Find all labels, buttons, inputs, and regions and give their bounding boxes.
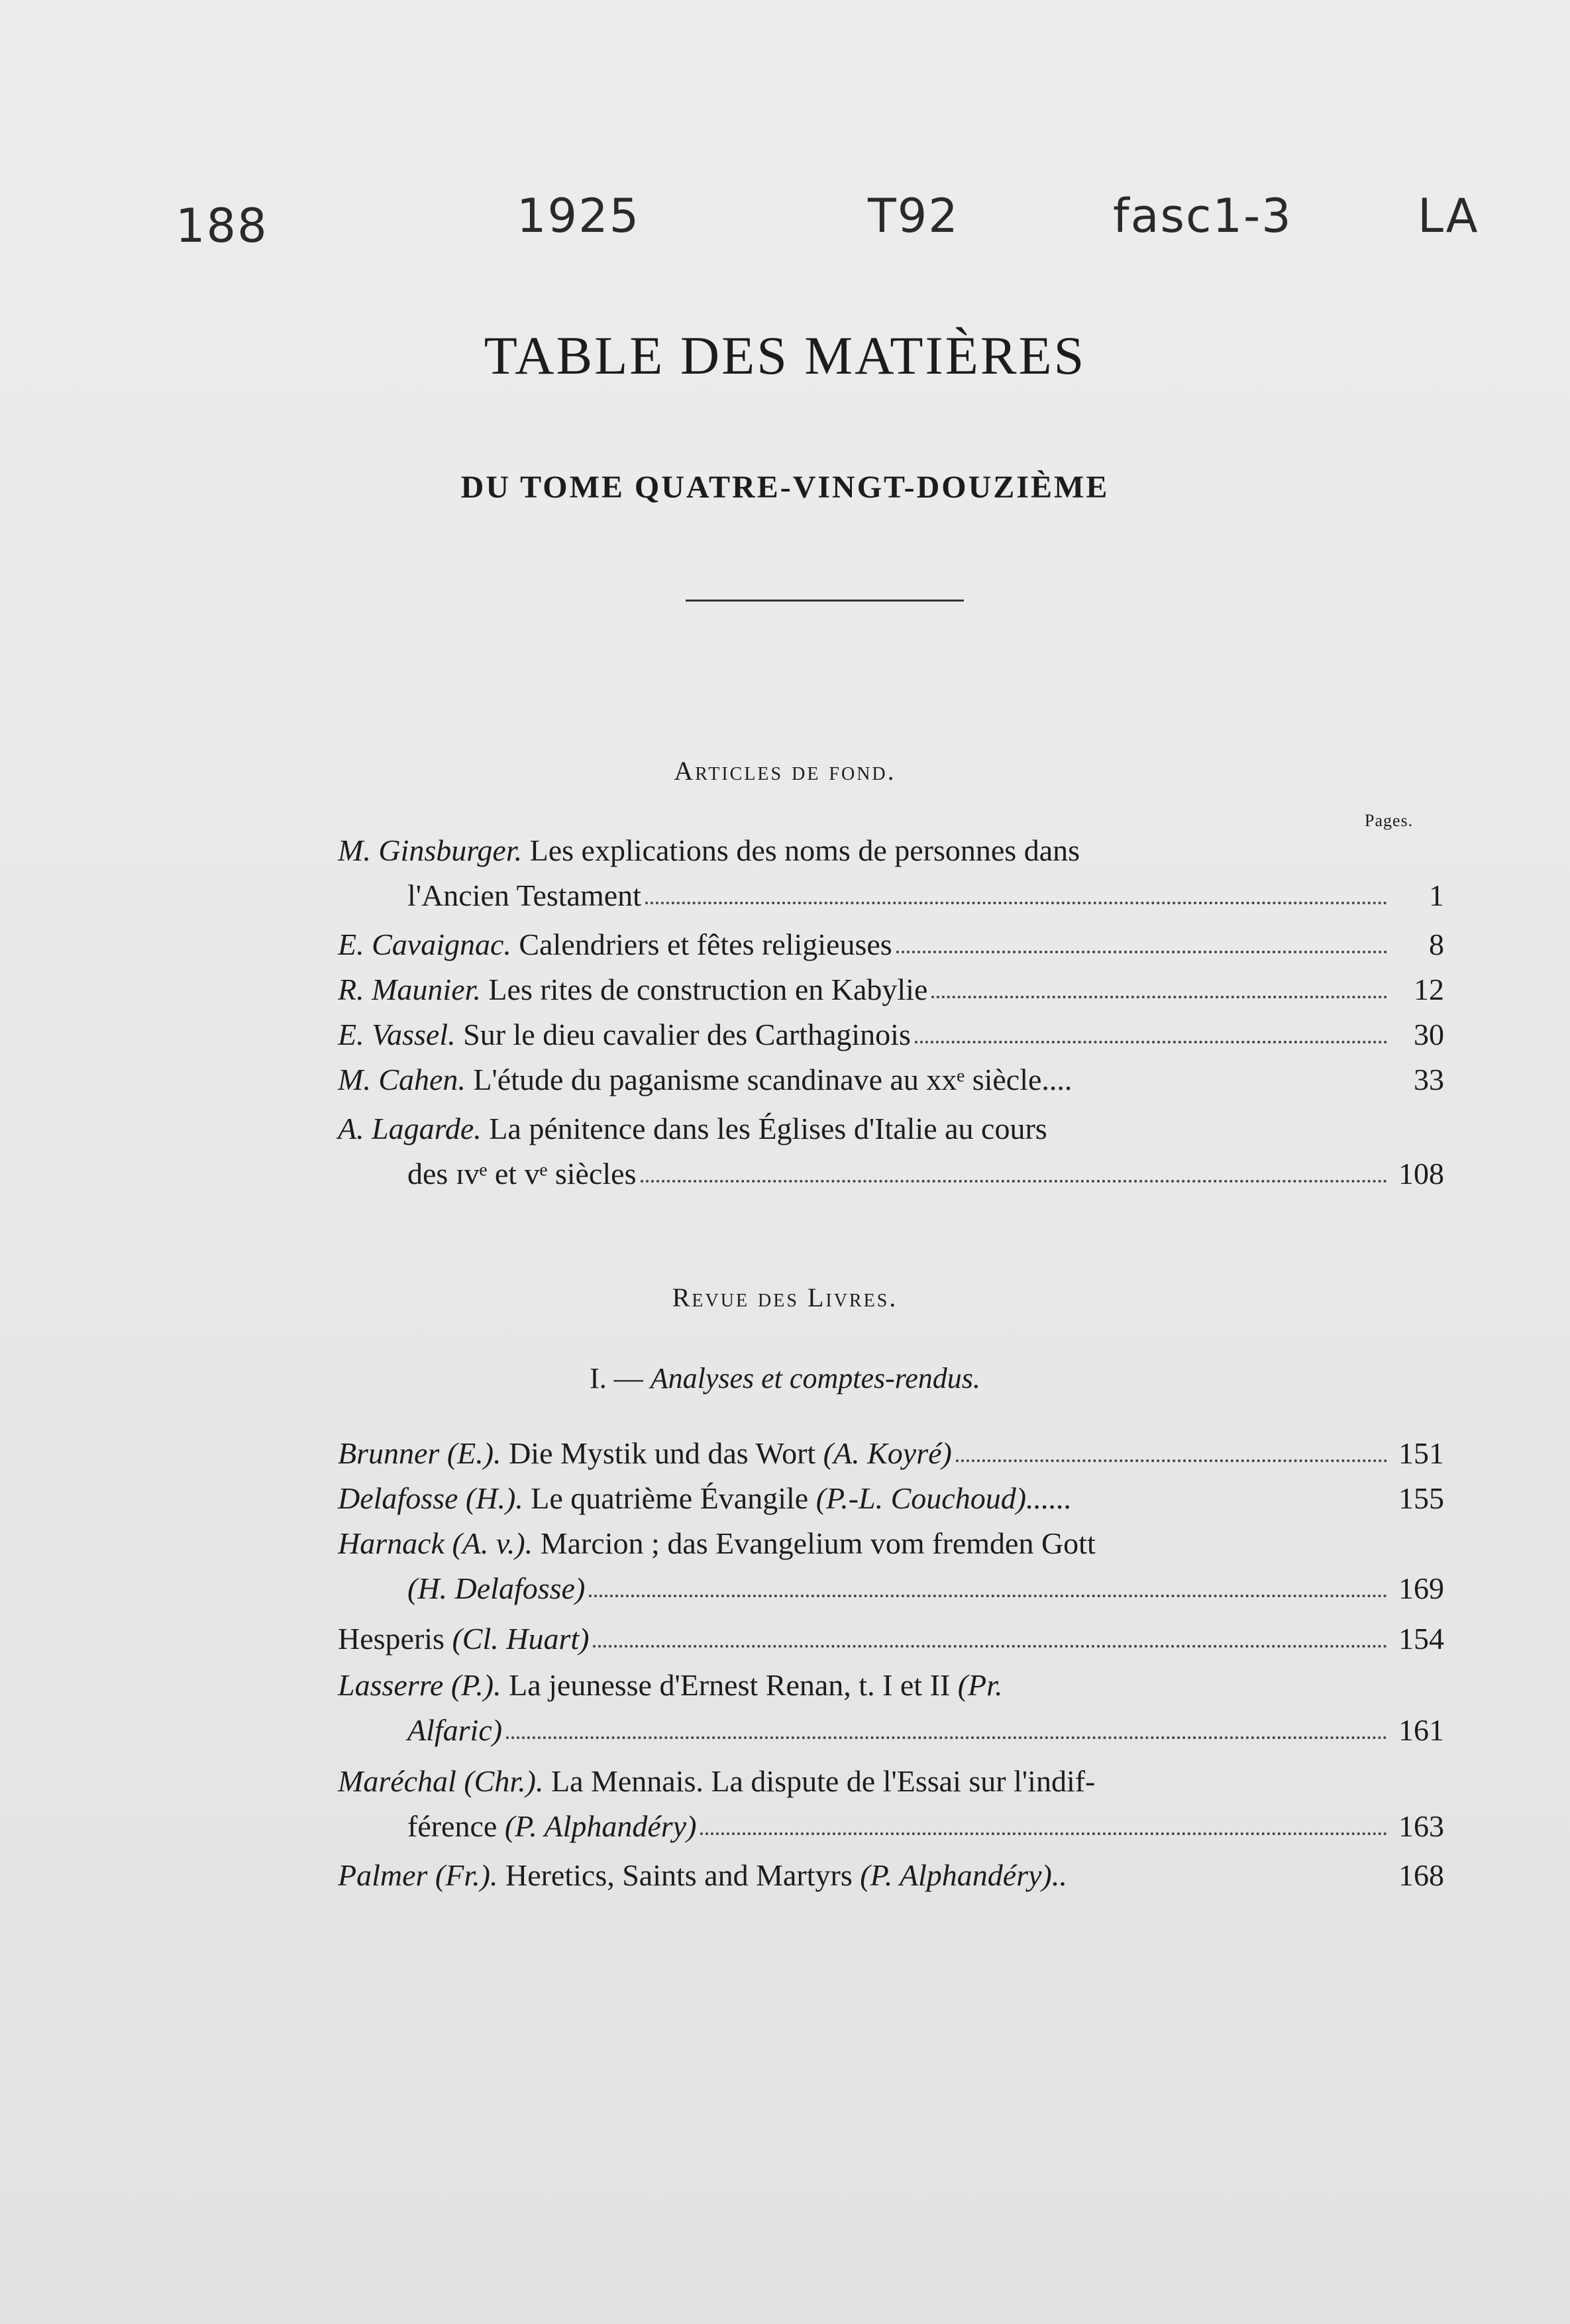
handwritten-note-2: 1925: [517, 189, 641, 243]
entry-title: Sur le dieu cavalier des Carthaginois: [463, 1018, 911, 1051]
entry-page: 33: [1414, 1063, 1444, 1096]
toc-entry: [338, 922, 1444, 967]
entry-reviewer: (Cl. Huart): [452, 1622, 590, 1656]
subheading-number: I. —: [590, 1362, 643, 1395]
entry-title: Calendriers et fêtes religieuses: [519, 927, 892, 961]
entry-reviewer: (P. Alphandéry)..: [860, 1858, 1067, 1892]
handwritten-note-5: LA: [1418, 189, 1479, 243]
entry-reviewer: (A. Koyré): [823, 1436, 952, 1470]
entry-title: Heretics, Saints and Martyrs: [505, 1858, 853, 1892]
entry-author: M. Ginsburger.: [338, 833, 523, 867]
toc-entry: [338, 1012, 1444, 1057]
entry-page: 163: [1398, 1809, 1444, 1843]
entry-page: 12: [1414, 973, 1444, 1006]
entry-author: Lasserre (P.).: [338, 1668, 501, 1702]
entry-page: 30: [1414, 1018, 1444, 1051]
entry-title-cont: l'Ancien Testament: [407, 878, 641, 912]
entry-author: Maréchal (Chr.).: [338, 1764, 544, 1798]
entry-page: 1: [1429, 878, 1444, 912]
toc-entry: [338, 1663, 1444, 1753]
entry-page: 108: [1398, 1157, 1444, 1190]
subheading-text: Analyses et comptes-rendus.: [650, 1362, 980, 1395]
entry-author: M. Cahen.: [338, 1063, 466, 1096]
toc-entry: [338, 1759, 1444, 1849]
toc-entry: [338, 1853, 1444, 1898]
reviews-heading: Revue des Livres.: [672, 1283, 898, 1312]
entry-page: 151: [1398, 1436, 1444, 1470]
reviews-subheading: [0, 1361, 1570, 1395]
toc-entry: [338, 1616, 1444, 1662]
entry-author: E. Cavaignac.: [338, 927, 511, 961]
toc-entry: [338, 1521, 1444, 1611]
entry-title: Marcion ; das Evangelium vom fremden Gott: [540, 1526, 1096, 1560]
entry-title: Die Mystik und das Wort: [509, 1436, 816, 1470]
entry-reviewer: (P. Alphandéry): [504, 1809, 697, 1843]
entry-page: 155: [1398, 1481, 1444, 1515]
entry-title: Le quatrième Évangile: [531, 1481, 809, 1515]
toc-entry: [338, 1476, 1444, 1521]
entry-page: 154: [1398, 1622, 1444, 1656]
toc-entry: [338, 967, 1444, 1012]
handwritten-note-1: 188: [176, 199, 268, 253]
articles-heading: Articles de fond.: [674, 756, 896, 786]
entry-title: La jeunesse d'Ernest Renan, t. I et II: [509, 1668, 951, 1702]
toc-entry: [338, 1057, 1444, 1102]
entry-title: Les explications des noms de personnes dans: [529, 833, 1080, 867]
page-title: TABLE DES MATIÈRES: [484, 325, 1086, 386]
toc-entry: [338, 1431, 1444, 1476]
entry-author: Brunner (E.).: [338, 1436, 501, 1470]
entry-author: Hesperis: [338, 1622, 445, 1656]
entry-title: La Mennais. La dispute de l'Essai sur l'indif-: [550, 1764, 1096, 1798]
page-subtitle: DU TOME QUATRE-VINGT-DOUZIÈME: [460, 470, 1110, 505]
entry-author: A. Lagarde.: [338, 1112, 482, 1145]
entry-page: 169: [1398, 1571, 1444, 1605]
entry-author: R. Maunier.: [338, 973, 481, 1006]
entry-author: Harnack (A. v.).: [338, 1526, 533, 1560]
entry-title: Les rites de construction en Kabylie: [488, 973, 928, 1006]
entry-page: 161: [1398, 1713, 1444, 1747]
entry-author: Palmer (Fr.).: [338, 1858, 498, 1892]
toc-entry: [338, 828, 1444, 918]
handwritten-note-3: T92: [868, 189, 959, 243]
entry-author: Delafosse (H.).: [338, 1481, 523, 1515]
toc-entry: [338, 1106, 1444, 1196]
entry-reviewer: Alfaric): [407, 1713, 503, 1747]
entry-page: 168: [1398, 1858, 1444, 1892]
entry-title-cont: férence: [407, 1809, 497, 1843]
handwritten-note-4: fasc1-3: [1113, 189, 1292, 243]
entry-reviewer: (P.-L. Couchoud)......: [815, 1481, 1073, 1515]
entry-page: 8: [1429, 927, 1444, 961]
pages-column-label: Pages.: [1365, 811, 1414, 830]
entry-title: L'étude du paganisme scandinave au xxᵉ siècle....: [473, 1063, 1073, 1096]
entry-reviewer-start: (Pr.: [957, 1668, 1003, 1702]
entry-title-cont: des ɪᴠᵉ et ᴠᵉ siècles: [407, 1157, 637, 1190]
entry-author: E. Vassel.: [338, 1018, 456, 1051]
entry-title: La pénitence dans les Églises d'Italie au cours: [489, 1112, 1047, 1145]
title-rule: [686, 600, 964, 602]
entry-reviewer: (H. Delafosse): [407, 1571, 586, 1605]
